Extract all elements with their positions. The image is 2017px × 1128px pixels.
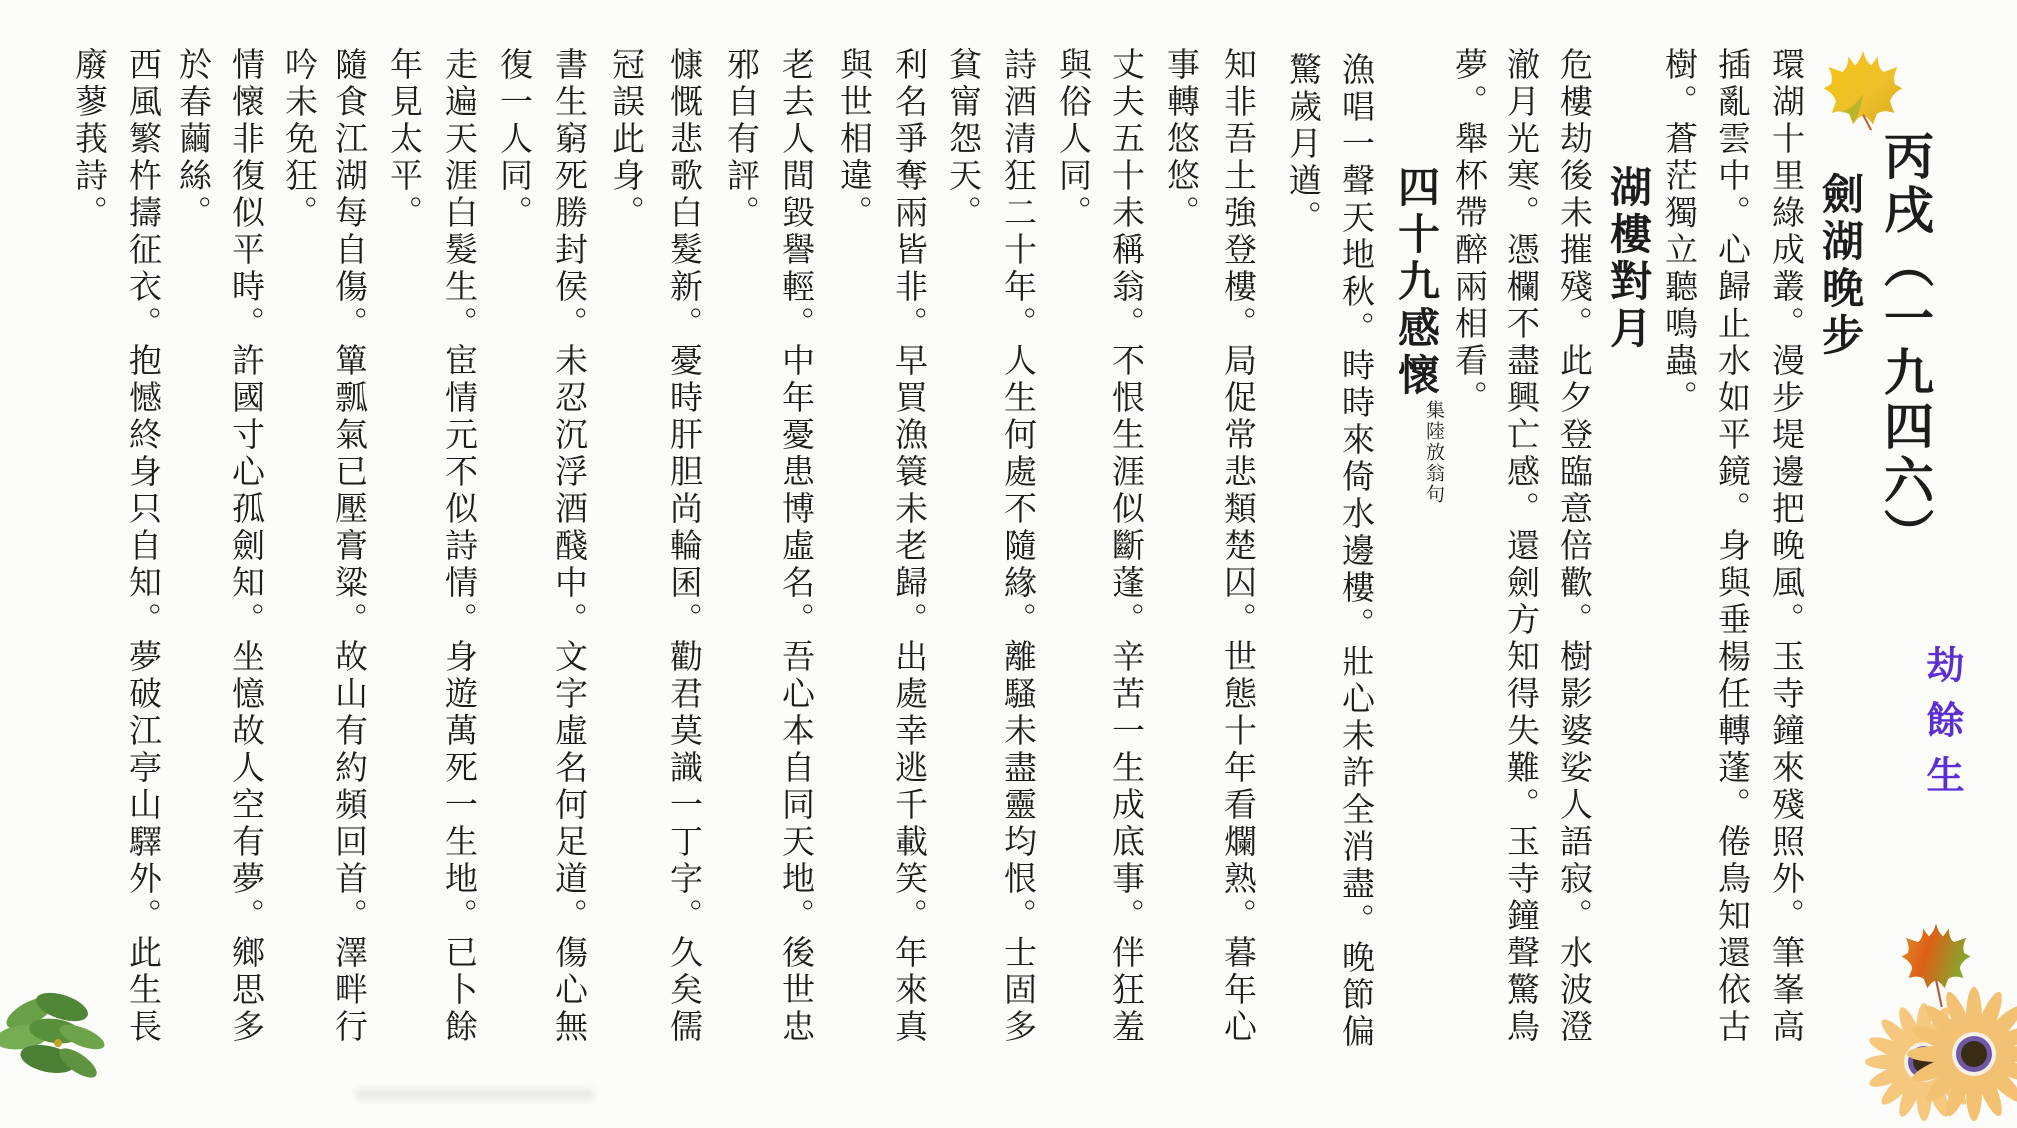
poem-3-column-4: 事轉悠悠。 (1162, 47, 1198, 232)
poem-3-column-13: 慷慨悲歌白髮新。憂時肝胆尚輪囷。勸君莫識一丁字。久矣儒 (665, 47, 701, 1046)
scan-smudge (355, 1088, 595, 1101)
poem-3-column-16: 復一人同。 (495, 47, 531, 232)
poem-2-column-1: 危樓劫後未摧殘。此夕登臨意倍歡。樹影婆娑人語寂。水波澄 (1555, 47, 1591, 1046)
poem-2-column-3: 夢。舉杯帶醉兩相看。 (1450, 47, 1486, 417)
poem-3-column-23: 西風繁杵擣征衣。抱憾終身只自知。夢破江亭山驛外。此生長 (124, 47, 160, 1046)
poem-3-column-11: 老去人間毀譽輕。中年憂患博虛名。吾心本自同天地。後世忠 (777, 47, 813, 1046)
poem-3-column-8: 貧甯怨天。 (944, 47, 980, 232)
poem-3-column-24: 廢蓼莪詩。 (70, 47, 106, 232)
poem-3-source-annotation: 集陸放翁句 (1423, 400, 1444, 505)
poem-3-column-22: 於春繭絲。 (174, 47, 210, 232)
poem-3-column-15: 書生窮死勝封侯。未忍沉浮酒醆中。文字虛名何足道。傷心無 (550, 47, 586, 1046)
poem-3-column-2: 驚歲月遒。 (1284, 52, 1320, 237)
poem-3-column-19: 隨食江湖每自傷。簞瓢氣已壓膏粱。故山有約頻回首。澤畔行 (330, 47, 366, 1046)
poem-1-column-3: 樹。蒼茫獨立聽鳴蟲。 (1660, 47, 1696, 417)
maple-leaf-top-icon (1822, 48, 1904, 132)
poem-3-column-1: 漁唱一聲天地秋。時時來倚水邊樓。壯心未許全消盡。晚節偏 (1337, 52, 1373, 1051)
laurel-sprig-icon (0, 985, 112, 1087)
poem-3-column-9: 利名爭奪兩皆非。早買漁簑未老歸。出處幸逃千載笑。年來真 (890, 47, 926, 1046)
author-signature: 劫餘生 (1920, 645, 1962, 810)
poem-2-column-2: 澈月光寒。憑欄不盡興亡感。還劍方知得失難。玉寺鐘聲驚鳥 (1502, 47, 1538, 1046)
poem-3-column-6: 與俗人同。 (1054, 47, 1090, 232)
poem-3-column-20: 吟未免狂。 (280, 47, 316, 232)
poem-3-column-7: 詩酒清狂二十年。人生何處不隨緣。離騷未盡靈均恨。士固多 (999, 47, 1035, 1046)
poem-3-column-12: 邪自有評。 (722, 47, 758, 232)
year-heading: 丙戌（一九四六） (1877, 130, 1933, 562)
poem-3-column-3: 知非吾土強登樓。局促常悲類楚囚。世態十年看爛熟。暮年心 (1219, 47, 1255, 1046)
poem-3-title: 四十九感懷 (1392, 165, 1438, 400)
poem-3-column-5: 丈夫五十未稱翁。不恨生涯似斷蓬。辛苦一生成底事。伴狂羞 (1107, 47, 1143, 1046)
poem-3-column-10: 與世相違。 (835, 47, 871, 232)
poem-1-column-1: 環湖十里綠成叢。漫步堤邊把晚風。玉寺鐘來殘照外。筆峯高 (1767, 47, 1803, 1046)
maple-leaf-daisies-icon (1852, 922, 2017, 1128)
poem-1-title: 劍湖晚步 (1816, 172, 1862, 360)
poem-3-column-14: 冠誤此身。 (607, 47, 643, 232)
poem-3-column-18: 年見太平。 (385, 47, 421, 232)
poem-3-column-21: 情懷非復似平時。許國寸心孤劍知。坐憶故人空有夢。鄉思多 (227, 47, 263, 1046)
poem-1-column-2: 插亂雲中。心歸止水如平鏡。身與垂楊任轉蓬。倦鳥知還依古 (1713, 47, 1749, 1046)
poem-3-column-17: 走遍天涯白髮生。宦情元不似詩情。身遊萬死一生地。已卜餘 (440, 47, 476, 1046)
poem-2-title: 湖樓對月 (1604, 165, 1650, 353)
